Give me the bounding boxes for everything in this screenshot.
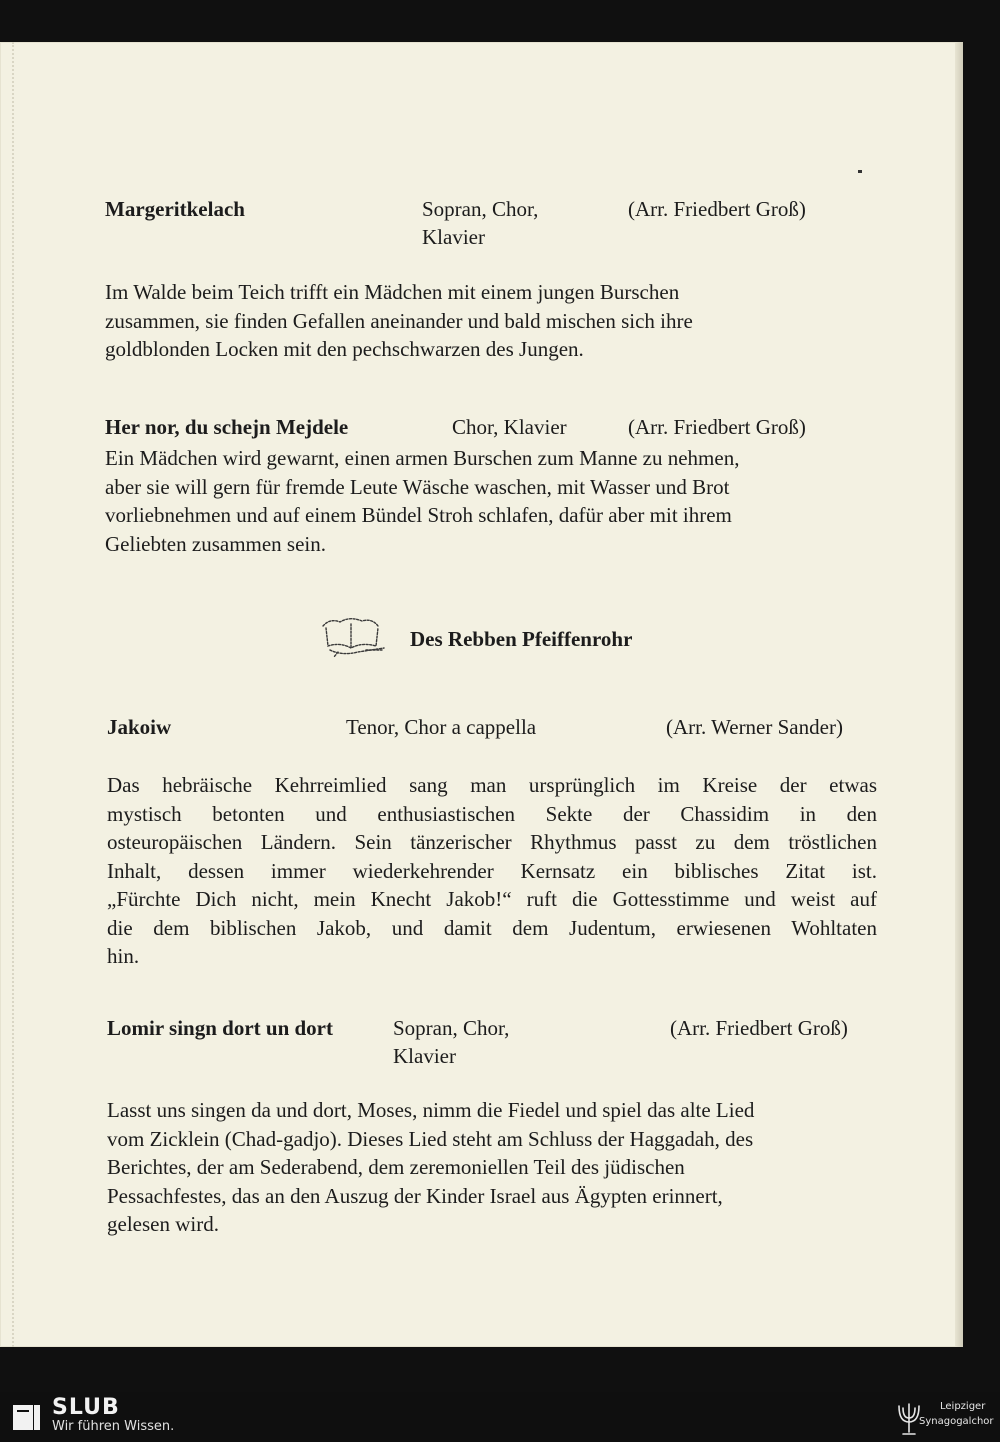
choir-name-line-1: Leipziger <box>940 1401 986 1412</box>
description-line: aber sie will gern für fremde Leute Wäsche waschen, mit Wasser und Brot <box>105 474 730 499</box>
song-arranger: (Arr. Friedbert Groß) <box>628 415 806 439</box>
song-voices-line-2: Klavier <box>422 225 485 249</box>
description-line: osteuropäischen Ländern. Sein tänzerischer Rhythmus passt zu dem tröstlichen <box>107 830 877 854</box>
song-description <box>107 771 877 971</box>
song-title-margeritkelach: Margeritkelach <box>105 197 245 221</box>
footer-bar <box>0 1392 1000 1442</box>
song-description <box>105 278 825 364</box>
song-description <box>107 1096 877 1239</box>
song-arranger: (Arr. Werner Sander) <box>666 715 843 739</box>
description-line: gelesen wird. <box>107 1212 219 1236</box>
description-line: vorliebnehmen und auf einem Bündel Stroh schlafen, dafür aber mit ihrem <box>105 503 732 527</box>
song-title-her-nor: Her nor, du schejn Mejdele <box>105 415 349 439</box>
library-name: SLUB <box>52 1395 120 1420</box>
section-heading: Des Rebben Pfeiffenrohr <box>410 627 633 651</box>
description-line: zusammen, sie finden Gefallen aneinander und bald mischen sich ihre <box>105 308 693 333</box>
description-line: hin. <box>107 944 140 968</box>
song-voices-line-2: Klavier <box>393 1044 456 1068</box>
description-line: Das hebräische Kehrreimlied sang man ursprünglich im Kreise der etwas <box>107 773 877 797</box>
description-line: Pessachfestes, das an den Auszug der Kinder Israel aus Ägypten erinnert, <box>107 1183 723 1208</box>
song-arranger: (Arr. Friedbert Groß) <box>628 197 806 221</box>
song-voices-line-1: Sopran, Chor, <box>393 1016 510 1040</box>
song-voices-line-1: Chor, Klavier <box>452 415 567 439</box>
choir-name-line-2: Synagogalchor <box>919 1416 994 1427</box>
slub-logo-icon <box>12 1402 42 1432</box>
description-line: Geliebten zusammen sein. <box>105 531 327 556</box>
paper-speck <box>858 170 862 173</box>
library-tagline: Wir führen Wissen. <box>52 1419 175 1434</box>
description-line: Inhalt, dessen immer wiederkehrender Kernsatz ein biblisches Zitat ist. <box>107 858 877 883</box>
perforation-line <box>12 42 14 1347</box>
description-line: mystisch betonten und enthusiastischen Sekte der Chassidim in den <box>107 801 877 826</box>
description-line: die dem biblischen Jakob, und damit dem Judentum, erwiesenen Wohltaten <box>107 915 877 940</box>
pipe-illustration-icon <box>318 612 388 658</box>
description-line: goldblonden Locken mit den pechschwarzen des Jungen. <box>105 337 584 361</box>
song-title-lomir-singn: Lomir singn dort un dort <box>107 1016 333 1040</box>
description-line: vom Zicklein (Chad-gadjo). Dieses Lied steht am Schluss der Haggadah, des <box>107 1126 754 1151</box>
song-title-jakoiw: Jakoiw <box>107 715 172 739</box>
song-voices-line-1: Tenor, Chor a cappella <box>346 715 537 739</box>
description-line: Lasst uns singen da und dort, Moses, nimm die Fiedel und spiel das alte Lied <box>107 1098 755 1122</box>
song-voices-line-1: Sopran, Chor, <box>422 197 539 221</box>
song-description <box>105 444 845 558</box>
description-line: Im Walde beim Teich trifft ein Mädchen mit einem jungen Burschen <box>105 280 680 304</box>
description-line: Ein Mädchen wird gewarnt, einen armen Burschen zum Manne zu nehmen, <box>105 446 740 470</box>
description-line: Berichtes, der am Sederabend, dem zeremoniellen Teil des jüdischen <box>107 1155 685 1179</box>
page-edge <box>955 42 963 1347</box>
description-line: „Fürchte Dich nicht, mein Knecht Jakob!“ ruft die Gottesstimme und weist auf <box>107 887 877 911</box>
song-arranger: (Arr. Friedbert Groß) <box>670 1016 848 1040</box>
